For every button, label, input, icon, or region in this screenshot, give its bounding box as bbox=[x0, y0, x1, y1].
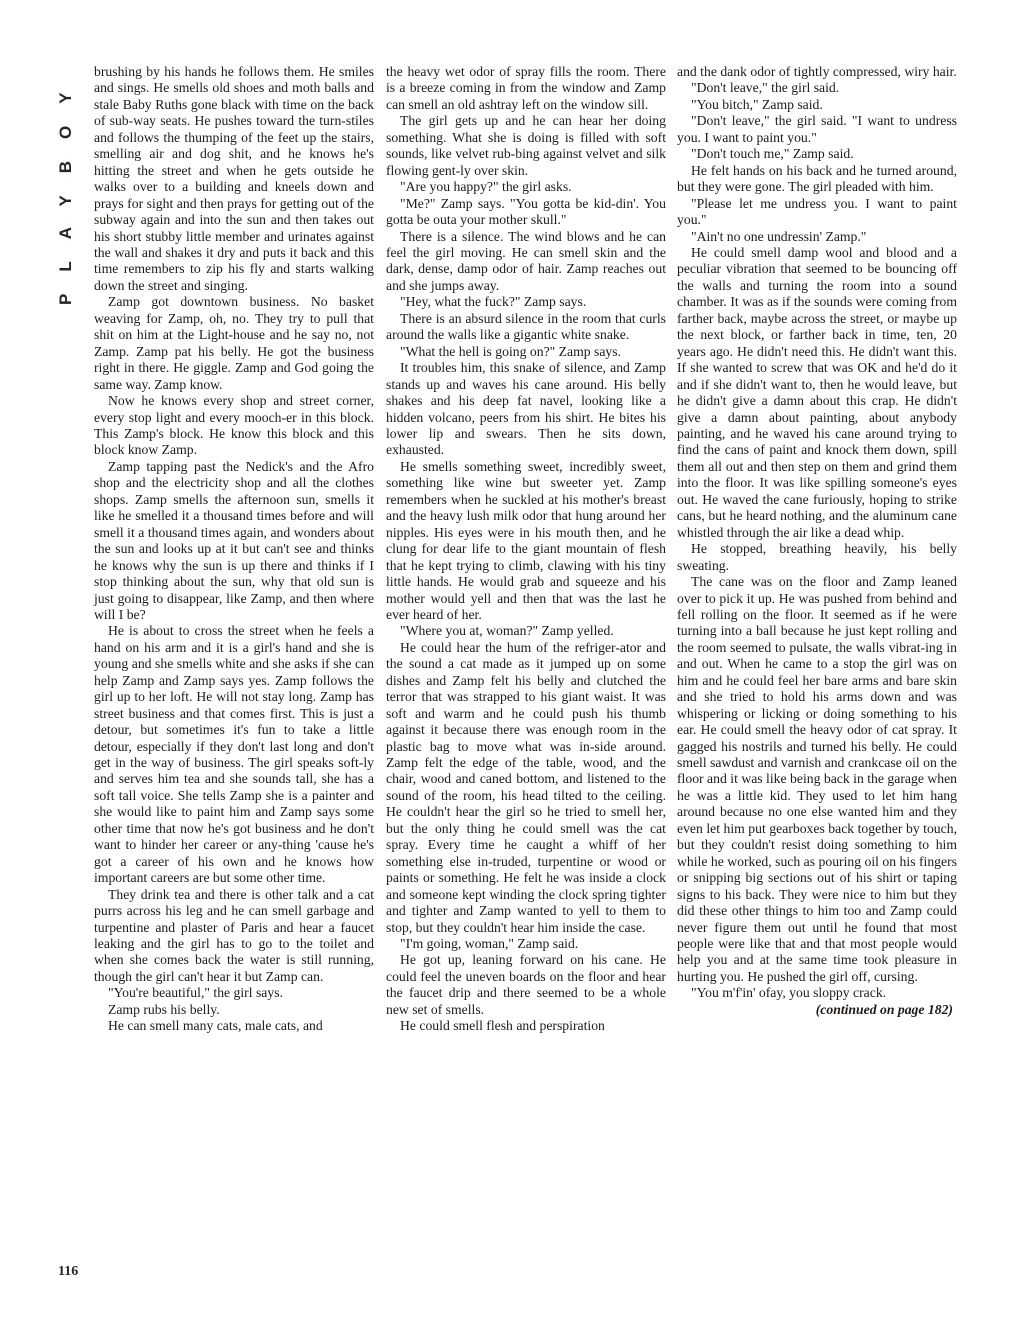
paragraph: Now he knows every shop and street corner, every stop light and every mooch-er in this block. This Zamp's block. He know this block and this block know Zamp. bbox=[94, 393, 374, 458]
continued-note: (continued on page 182) bbox=[815, 1001, 953, 1017]
paragraph: "Don't leave," the girl said. bbox=[691, 80, 840, 96]
paragraph: "What the hell is going on?" Zamp says. bbox=[400, 343, 622, 359]
paragraph: There is a silence. The wind blows and he can feel the girl moving. He can smell skin and the dark, dense, damp odor of hair. Zamp reaches out and she jumps away. bbox=[386, 228, 666, 293]
paragraph: Zamp tapping past the Nedick's and the Afro shop and the electricity shop and all the clothes shops. Zamp smells the afternoon sun, smells it like he smelled it a thousand times before and will smell it a thousand times again, and wonders about the sun and looks up at it but can't see and thinks he knows why the sun is up there and thinks if I stop thinking about the sun, why that old sun is just going to disappear, like Zamp, and then where will I be? bbox=[94, 458, 374, 622]
paragraph: The girl gets up and he can hear her doing something. What she is doing is filled with soft sounds, like velvet rub-bing against velvet and silk flowing gent-ly over skin. bbox=[386, 113, 666, 178]
paragraph: "You're beautiful," the girl says. bbox=[108, 985, 283, 1001]
paragraph: the heavy wet odor of spray fills the room. There is a breeze coming in from the window and Zamp can smell an old ashtray left on the window sill. bbox=[386, 64, 666, 112]
paragraph: He is about to cross the street when he feels a hand on his arm and it is a girl's hand and she is young and she smells white and she asks if she can help Zamp and Zamp says yes. Zamp follows the girl up to her loft. He will not stay long. Zamp has street business and that comes first. This is just a detour, but sometimes it's fun to take a little detour, especially if they don't last long and don't get in the way of business. The girl speaks soft-ly and serves him tea and she sounds tall, she has a soft tall voice. She tells Zamp she is a painter and she would like to paint him and Zamp says some other time that now he's got business and he don't want to hinder her career or any-thing 'cause he's got a career of his own and he knows how important careers are but some other time. bbox=[94, 623, 374, 886]
paragraph: "I'm going, woman," Zamp said. bbox=[400, 936, 579, 952]
paragraph: "Don't leave," the girl said. "I want to undress you. I want to paint you." bbox=[677, 113, 957, 145]
paragraph: "Ain't no one undressin' Zamp." bbox=[691, 228, 867, 244]
paragraph: Zamp rubs his belly. bbox=[108, 1001, 220, 1017]
paragraph: "Don't touch me," Zamp said. bbox=[691, 146, 854, 162]
paragraph: He stopped, breathing heavily, his belly sweating. bbox=[677, 541, 957, 573]
paragraph: and the dank odor of tightly compressed, wiry hair. bbox=[677, 64, 957, 79]
text-column-3 bbox=[677, 64, 957, 1018]
page-number: 116 bbox=[58, 1264, 79, 1279]
paragraph: There is an absurd silence in the room that curls around the walls like a gigantic white snake. bbox=[386, 310, 666, 343]
paragraph: "Hey, what the fuck?" Zamp says. bbox=[400, 294, 587, 310]
running-head: PLAYBOY bbox=[56, 70, 75, 306]
paragraph: "Are you happy?" the girl asks. bbox=[400, 179, 572, 195]
paragraph: "Me?" Zamp says. "You gotta be kid-din'. You gotta be outa your mother skull." bbox=[386, 195, 666, 228]
paragraph: "Where you at, woman?" Zamp yelled. bbox=[400, 623, 614, 639]
paragraph: brushing by his hands he follows them. He smiles and sings. He smells old shoes and moth balls and stale Baby Ruths gone black with time on the back of sub-way seats. He pushes toward the turn-stiles and follows the thumping of the feet up the stairs, smelling air and dog shit, and he knows he's hitting the street and when he gets outside he walks over to a building and kneels down and prays for sight and then prays for getting out of the subway again and into the sun and then takes out his short stubby little member and urinates against the wall and shakes it dry and puts it back and this time remembers to zip his fly and starts walking down the street and singing. bbox=[94, 64, 374, 293]
paragraph: It troubles him, this snake of silence, and Zamp stands up and waves his cane around. His belly shakes and his deep fat navel, looking like a hidden volcano, peers from his shirt. He bites his lower lip and swears. Then he sits down, exhausted. bbox=[386, 360, 666, 458]
paragraph: "Please let me undress you. I want to paint you." bbox=[677, 195, 957, 228]
paragraph: He could hear the hum of the refriger-ator and the sound a cat made as it jumped up on some dishes and Zamp felt his belly and clutched the terror that was strapped to his giant waist. It was soft and warm and he could push his thumb against it because there was enough room in the plastic bag to move what was in-side around. Zamp felt the edge of the table, wood, and the chair, wood and caned bottom, and listened to the sound of the room, his head tilted to the ceiling. He couldn't hear the girl so he tried to smell her, but the only thing he could smell was the cat spray. Every time he caught a whiff of her something else in-truded, turpentine or wood or paints or something. He felt he was inside a clock and someone kept winding the clock spring tighter and tighter and Zamp wanted to yell to them to stop, but they couldn't hear him inside the case. bbox=[386, 639, 666, 935]
paragraph: He can smell many cats, male cats, and bbox=[108, 1018, 323, 1034]
paragraph: He got up, leaning forward on his cane. He could feel the uneven boards on the floor and hear the faucet drip and there seemed to be a whole new set of smells. bbox=[386, 952, 666, 1017]
paragraph: He could smell flesh and perspiration bbox=[400, 1018, 605, 1034]
paragraph: "You m'f'in' ofay, you sloppy crack. bbox=[691, 985, 887, 1001]
paragraph: They drink tea and there is other talk and a cat purrs across his leg and he can smell garbage and turpentine and plaster of Paris and hear a faucet leaking and the girl has to go to the toilet and when she comes back the water is still running, though the girl can't hear it but Zamp can. bbox=[94, 886, 374, 984]
paragraph: Zamp got downtown business. No basket weaving for Zamp, oh, no. They try to pull that shit on him at the Light-house and he say no, not Zamp. Zamp pat his belly. He got the business right in there. He giggle. Zamp and God going the same way. Zamp know. bbox=[94, 294, 374, 392]
paragraph: He felt hands on his back and he turned around, but they were gone. The girl pleaded with him. bbox=[677, 162, 957, 195]
paragraph: He could smell damp wool and blood and a peculiar vibration that seemed to be bouncing off the walls and turning the room into a sound chamber. It was as if the sounds were coming from farther back, maybe across the street, or maybe up the next block, or farther back in time, ten, 20 years ago. He didn't need this. He didn't want this. If she wanted to screw that was OK and he'd do it and if she didn't want to, then he would leave, but he didn't give a damn about this crap. He didn't give a damn about painting, about anybody painting, and he waved his cane around trying to find the cans of paint and knock them down, spill them all out and then step on them and grind them into the floor. It was like spilling someone's eyes out. He waved the cane furiously, hoping to strike cans, but he heard nothing, and the aluminum cane whistled through the air like a dead whip. bbox=[677, 244, 957, 540]
paragraph: He smells something sweet, incredibly sweet, something like wine but sweeter yet. Zamp remembers when he suckled at his mother's breast and the heavy lush milk odor that hung around her nipples. His eyes were in his mouth then, and he clung for dear life to the giant mountain of flesh that he kept trying to climb, clawing with his tiny little hands. He would grab and squeeze and his mother would yell and then that was the last he ever heard of her. bbox=[386, 458, 666, 622]
paragraph: The cane was on the floor and Zamp leaned over to pick it up. He was pushed from behind and fell rolling on the floor. It seemed as if he were turning into a ball because he just kept rolling and the room seemed to pulsate, the walls vibrat-ing in and out. When he came to a stop the girl was on him and he could feel her bare arms and bare skin and she tried to hold his arms down and was whispering or licking or doing something to his ear. He could smell the heavy odor of cat spray. It gagged his nostrils and turned his belly. He could smell sawdust and varnish and crankcase oil on the floor and it was like being back in the garage when he was a little kid. They used to let him hang around because no one else wanted him and they even let him put gearboxes back together by touch, but they couldn't resist doing something to him while he worked, such as pouring oil on his fingers or snipping big sections out of his shirt or taping signs to his back. They were nice to him but they did these other things to him too and Zamp could never figure them out until he found that most people were like that and that most people would help you and at the same time took pleasure in hurting you. He pushed the girl off, cursing. bbox=[677, 574, 957, 984]
text-column-1 bbox=[94, 64, 374, 1035]
paragraph: "You bitch," Zamp said. bbox=[691, 96, 823, 112]
text-column-2 bbox=[386, 64, 666, 1035]
